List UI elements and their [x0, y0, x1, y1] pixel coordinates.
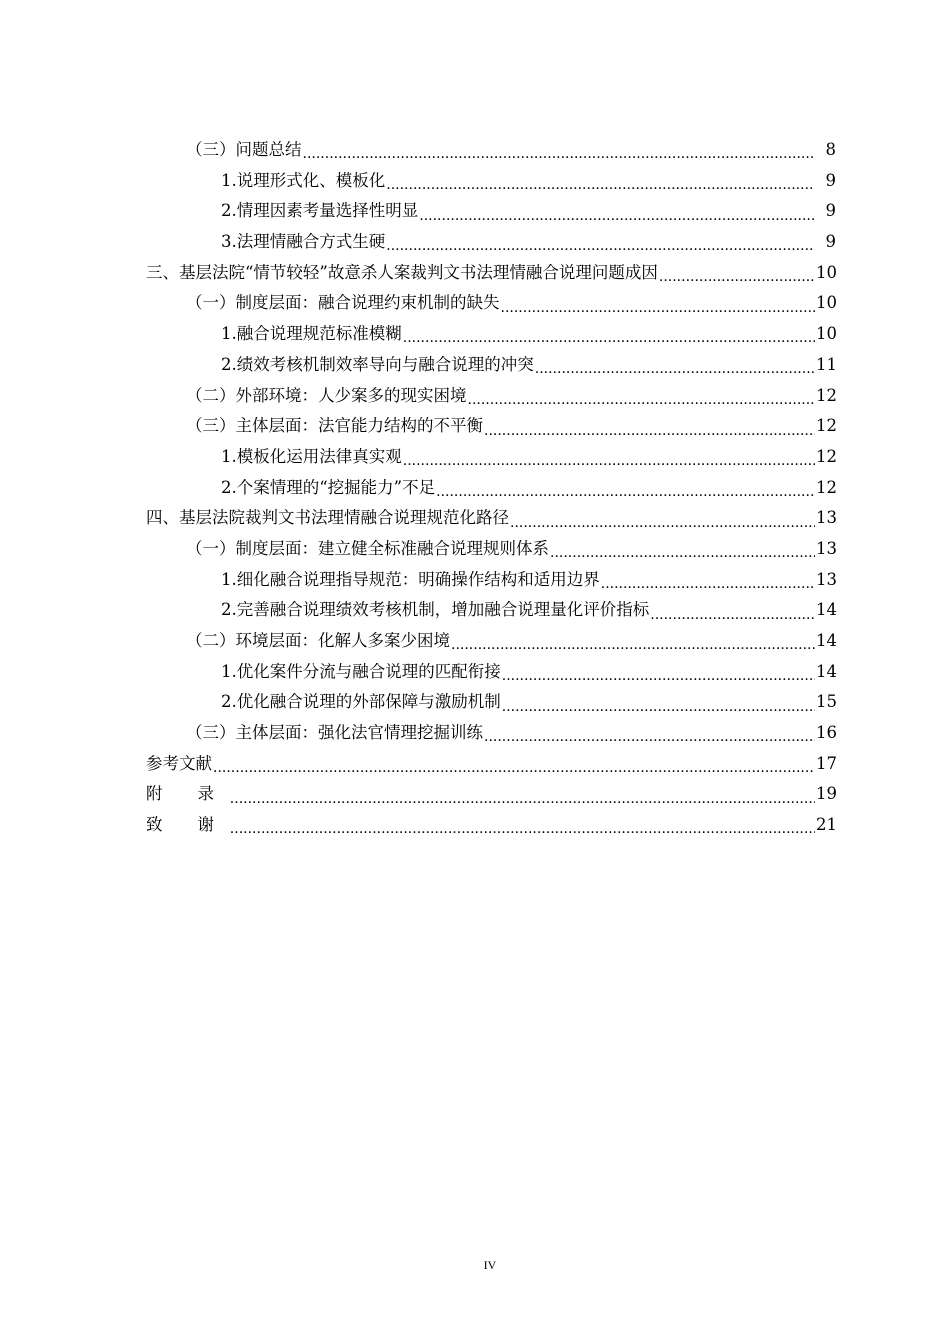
toc-entry[interactable]: [0, 626, 950, 657]
toc-entry[interactable]: [0, 595, 950, 626]
toc-entry-page: 8: [825, 140, 836, 159]
toc-dot-leader: [468, 391, 816, 409]
toc-entry-page: 13: [816, 569, 837, 589]
toc-entry-page: 17: [816, 753, 837, 773]
toc-entry[interactable]: [0, 810, 950, 841]
toc-dot-leader: [451, 636, 815, 654]
toc-entry-title: 2.完善融合说理绩效考核机制，增加融合说理量化评价指标: [221, 595, 649, 626]
toc-entry-title: （二）外部环境：人少案多的现实困境: [186, 381, 467, 412]
toc-entry-title: （三）主体层面：法官能力结构的不平衡: [186, 411, 483, 442]
toc-entry[interactable]: [0, 196, 950, 227]
toc-entry-page: 10: [816, 293, 837, 313]
toc-entry[interactable]: [0, 135, 950, 166]
toc-dot-leader: [650, 606, 815, 624]
toc-entry[interactable]: [0, 779, 950, 810]
toc-entry[interactable]: [0, 657, 950, 688]
toc-entry[interactable]: [0, 503, 950, 534]
toc-dot-leader: [386, 237, 815, 255]
toc-entry[interactable]: [0, 288, 950, 319]
toc-entry-page: 12: [816, 446, 837, 466]
toc-entry-title: 1.细化融合说理指导规范：明确操作结构和适用边界: [221, 565, 600, 596]
toc-dot-leader: [601, 575, 815, 593]
toc-entry[interactable]: [0, 319, 950, 350]
toc-dot-leader: [230, 790, 815, 808]
toc-entry-title: 2.优化融合说理的外部保障与激励机制: [221, 687, 501, 718]
toc-entry-page: 11: [816, 354, 837, 374]
page-number-footer: IV: [483, 1258, 497, 1272]
toc-dot-leader: [484, 422, 815, 440]
toc-entry-title: （一）制度层面：融合说理约束机制的缺失: [186, 288, 500, 319]
toc-entry-page: 19: [816, 784, 837, 804]
toc-entry-title: （三）问题总结: [186, 135, 302, 166]
toc-entry[interactable]: [0, 350, 950, 381]
toc-entry-title: 三、基层法院“情节较轻”故意杀人案裁判文书法理情融合说理问题成因: [146, 258, 658, 289]
toc-entry-title: 2.绩效考核机制效率导向与融合说理的冲突: [221, 350, 534, 381]
toc-dot-leader: [303, 145, 816, 163]
toc-entry-title: 参考文献: [146, 749, 212, 780]
toc-dot-leader: [403, 329, 815, 347]
toc-entry[interactable]: [0, 411, 950, 442]
toc-entry-title: 3.法理情融合方式生硬: [221, 227, 385, 258]
toc-entry-page: 13: [816, 508, 837, 528]
toc-dot-leader: [550, 544, 815, 562]
toc-dot-leader: [501, 299, 816, 317]
toc-entry[interactable]: [0, 258, 950, 289]
toc-entry[interactable]: [0, 718, 950, 749]
toc-dot-leader: [403, 452, 815, 470]
toc-entry-title: 1.模板化运用法律真实观: [221, 442, 402, 473]
toc-entry-page: 16: [816, 723, 837, 743]
toc-entry-title: 1.融合说理规范标准模糊: [221, 319, 402, 350]
toc-entry-title: 1.优化案件分流与融合说理的匹配衔接: [221, 657, 501, 688]
toc-dot-leader: [502, 667, 815, 685]
toc-entry-title: 1.说理形式化、模板化: [221, 166, 385, 197]
toc-entry[interactable]: [0, 227, 950, 258]
toc-entry-page: 9: [825, 232, 836, 252]
toc-entry-page: 14: [816, 631, 837, 650]
toc-entry-page: 13: [816, 538, 837, 558]
toc-entry-title: 2.情理因素考量选择性明显: [221, 196, 418, 227]
toc-entry[interactable]: [0, 166, 950, 197]
toc-dot-leader: [436, 483, 815, 501]
toc-entry-page: 12: [816, 385, 837, 405]
toc-dot-leader: [230, 820, 815, 838]
toc-entry-title: （三）主体层面：强化法官情理挖掘训练: [186, 718, 483, 749]
toc-entry-title: 2.个案情理的“挖掘能力”不足: [221, 473, 435, 504]
toc-entry-title: （二）环境层面：化解人多案少困境: [186, 626, 450, 657]
toc-entry[interactable]: [0, 534, 950, 565]
toc-dot-leader: [484, 728, 815, 746]
toc-entry[interactable]: [0, 565, 950, 596]
toc-entry-page: 12: [816, 477, 837, 497]
toc-entry-page: 21: [816, 815, 837, 835]
toc-entry[interactable]: [0, 687, 950, 718]
toc-entry-page: 9: [825, 201, 836, 221]
toc-entry-page: 12: [816, 416, 837, 436]
toc-entry[interactable]: [0, 442, 950, 473]
toc-dot-leader: [419, 207, 815, 225]
toc-entry-title: 附 录: [146, 779, 229, 810]
toc-entry[interactable]: [0, 381, 950, 412]
toc-entry-page: 9: [825, 170, 836, 190]
toc-entry-page: 14: [816, 661, 837, 681]
toc-dot-leader: [502, 698, 815, 716]
toc-entry-page: 15: [816, 692, 837, 712]
toc-dot-leader: [659, 268, 815, 286]
toc-dot-leader: [510, 514, 815, 532]
toc-dot-leader: [535, 360, 815, 378]
toc-dot-leader: [213, 759, 815, 777]
table-of-contents: [0, 135, 950, 841]
toc-entry-page: 14: [816, 600, 837, 620]
toc-dot-leader: [386, 176, 815, 194]
toc-entry-page: 10: [816, 324, 837, 344]
toc-entry[interactable]: [0, 473, 950, 504]
toc-entry-page: 10: [816, 262, 837, 282]
toc-entry[interactable]: [0, 749, 950, 780]
toc-entry-title: （一）制度层面：建立健全标准融合说理规则体系: [186, 534, 549, 565]
toc-entry-title: 致 谢: [146, 810, 229, 841]
toc-entry-title: 四、基层法院裁判文书法理情融合说理规范化路径: [146, 503, 509, 534]
